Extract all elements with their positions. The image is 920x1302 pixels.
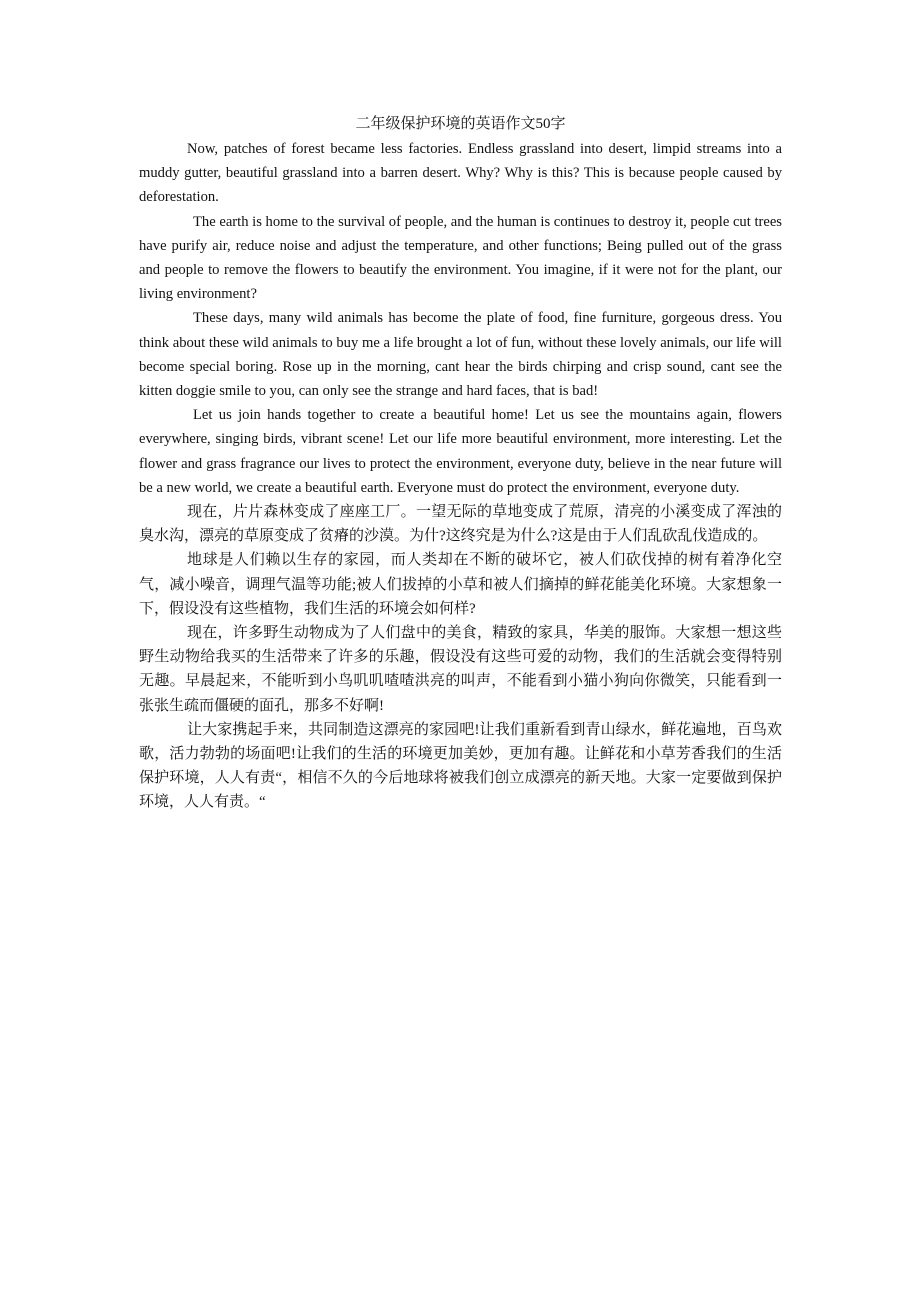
document-page <box>139 112 782 815</box>
chinese-paragraph-3: 现在，许多野生动物成为了人们盘中的美食，精致的家具，华美的服饰。大家想一想这些野生动物给我买的生活带来了许多的乐趣，假设没有这些可爱的动物，我们的生活就会变得特别无趣。早晨起来，不能听到小鸟叽叽喳喳洪亮的叫声，不能看到小猫小狗向你微笑，只能看到一张张生疏而僵硬的面孔，那多不好啊! <box>139 625 782 714</box>
document-title: 二年级保护环境的英语作文50字 <box>355 116 566 132</box>
chinese-paragraph-2: 地球是人们赖以生存的家园，而人类却在不断的破坏它，被人们砍伐掉的树有着净化空气，减小噪音，调理气温等功能;被人们拔掉的小草和被人们摘掉的鲜花能美化环境。大家想象一下，假设没有这些植物，我们生活的环境会如何样? <box>139 552 782 617</box>
english-paragraph-4: Let us join hands together to create a beautiful home! Let us see the mountains again, flowers everywhere, singing birds, vibrant scene! Let our life more beautiful environment, more interesting. Let the flower and grass fragrance our lives to protect the environment, everyone duty, believe in the near future will be a new world, we create a beautiful earth. Everyone must do protect the environment, everyone duty. <box>139 407 782 496</box>
chinese-paragraph-4: 让大家携起手来，共同制造这漂亮的家园吧!让我们重新看到青山绿水，鲜花遍地，百鸟欢歌，活力勃勃的场面吧!让我们的生活的环境更加美妙，更加有趣。让鲜花和小草芳香我们的生活保护环境，人人有责“，相信不久的今后地球将被我们创立成漂亮的新天地。大家一定要做到保护环境，人人有责。“ <box>139 721 782 811</box>
english-paragraph-1: Now, patches of forest became less factories. Endless grassland into desert, limpid streams into a muddy gutter, beautiful grassland into a barren desert. Why? Why is this? This is because people caused by deforestation. <box>139 141 782 206</box>
english-paragraph-2: The earth is home to the survival of people, and the human is continues to destroy it, people cut trees have purify air, reduce noise and adjust the temperature, and other functions; Being pulled out of the grass and people to remove the flowers to beautify the environment. You imagine, if it were not for the plant, our living environment? <box>139 213 782 303</box>
english-paragraph-3: These days, many wild animals has become the plate of food, fine furniture, gorgeous dress. You think about these wild animals to buy me a life brought a lot of fun, without these lovely animals, our life will become special boring. Rose up in the morning, cant hear the birds chirping and crisp sound, cant see the kitten doggie smile to you, can only see the strange and hard faces, that is bad! <box>139 310 782 400</box>
chinese-paragraph-1: 现在，片片森林变成了座座工厂。一望无际的草地变成了荒原，清亮的小溪变成了浑浊的臭水沟，漂亮的草原变成了贫瘠的沙漠。为什?这终究是为什么?这是由于人们乱砍乱伐造成的。 <box>139 504 782 545</box>
